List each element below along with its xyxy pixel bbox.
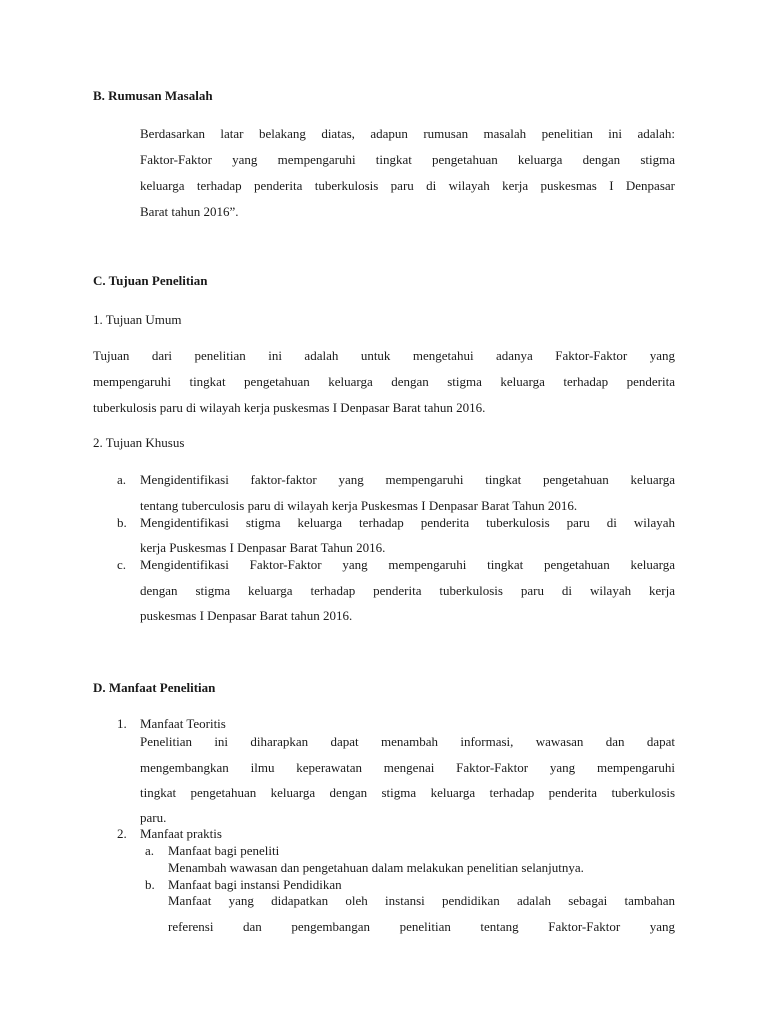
section-b-line: keluarga terhadap penderita tuberkulosis paru di wilayah kerja puskesmas I Denpasar [140,178,675,193]
tujuan-umum-line: tuberkulosis paru di wilayah kerja puskesmas I Denpasar Barat tahun 2016. [93,400,486,415]
tujuan-umum-line: Tujuan dari penelitian ini adalah untuk mengetahui adanya Faktor-Faktor yang [93,348,675,363]
manfaat-teoritis-line: paru. [140,810,167,825]
section-b-line: Berdasarkan latar belakang diatas, adapun rumusan masalah penelitian ini adalah: [140,126,675,141]
manfaat-instansi-title: Manfaat bagi instansi Pendidikan [168,877,342,892]
list-item-line: dengan stigma keluarga terhadap penderita tuberkulosis paru di wilayah kerja [140,583,675,598]
manfaat-instansi-line: Manfaat yang didapatkan oleh instansi pendidikan adalah sebagai tambahan [168,893,675,908]
manfaat-praktis-title: Manfaat praktis [140,826,222,841]
list-marker: c. [117,557,127,572]
manfaat-teoritis-line: Penelitian ini diharapkan dapat menambah informasi, wawasan dan dapat [140,734,675,749]
list-marker: a. [117,472,127,487]
manfaat-teoritis-line: mengembangkan ilmu keperawatan mengenai Faktor-Faktor yang mempengaruhi [140,760,675,775]
manfaat-instansi-line: referensi dan pengembangan penelitian tentang Faktor-Faktor yang [168,919,675,934]
list-item-line: puskesmas I Denpasar Barat tahun 2016. [140,608,353,623]
list-number: 2. [117,826,127,841]
list-item-line: Mengidentifikasi Faktor-Faktor yang mempengaruhi tingkat pengetahuan keluarga [140,557,675,572]
sub-list-marker: a. [145,843,155,858]
list-marker: b. [117,515,127,530]
section-b-heading: B. Rumusan Masalah [93,88,213,103]
list-item-line: kerja Puskesmas I Denpasar Barat Tahun 2016. [140,540,386,555]
section-c-heading: C. Tujuan Penelitian [93,273,208,288]
tujuan-umum-title: 1. Tujuan Umum [93,312,182,327]
manfaat-peneliti-title: Manfaat bagi peneliti [168,843,280,858]
section-d-heading: D. Manfaat Penelitian [93,680,216,695]
section-b-line: Faktor-Faktor yang mempengaruhi tingkat pengetahuan keluarga dengan stigma [140,152,675,167]
sub-list-marker: b. [145,877,155,892]
list-item-line: tentang tuberculosis paru di wilayah kerja Puskesmas I Denpasar Barat Tahun 2016. [140,498,578,513]
manfaat-teoritis-line: tingkat pengetahuan keluarga dengan stigma keluarga terhadap penderita tuberkulosis [140,785,675,800]
section-b-line: Barat tahun 2016”. [140,204,239,219]
manfaat-peneliti-text: Menambah wawasan dan pengetahuan dalam melakukan penelitian selanjutnya. [168,860,584,875]
list-number: 1. [117,716,127,731]
list-item-line: Mengidentifikasi stigma keluarga terhadap penderita tuberkulosis paru di wilayah [140,515,675,530]
list-item-line: Mengidentifikasi faktor-faktor yang mempengaruhi tingkat pengetahuan keluarga [140,472,675,487]
manfaat-teoritis-title: Manfaat Teoritis [140,716,226,731]
tujuan-umum-line: mempengaruhi tingkat pengetahuan keluarga dengan stigma keluarga terhadap penderita [93,374,675,389]
tujuan-khusus-title: 2. Tujuan Khusus [93,435,185,450]
